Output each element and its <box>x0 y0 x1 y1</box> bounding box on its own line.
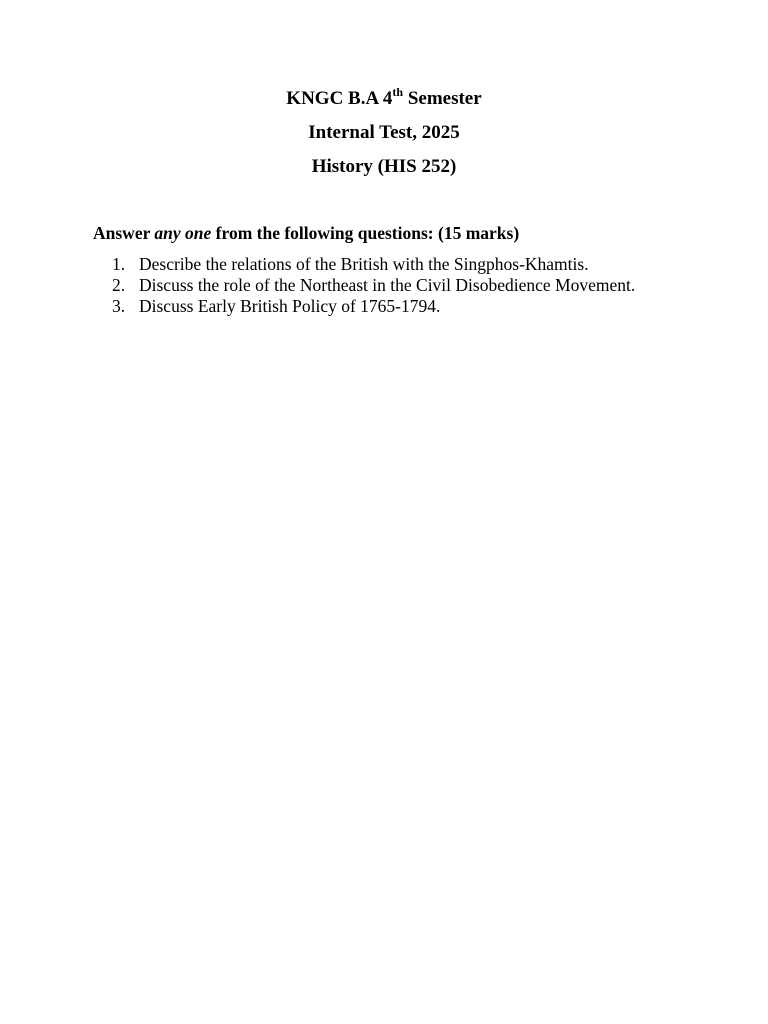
list-item <box>112 296 635 317</box>
question-text: Discuss the role of the Northeast in the Civil Disobedience Movement. <box>139 275 636 295</box>
course-heading <box>0 84 768 110</box>
question-text: Discuss Early British Policy of 1765-1794. <box>139 296 441 316</box>
test-heading: Internal Test, 2025 <box>308 122 460 143</box>
instruction-line <box>93 223 519 244</box>
course-heading-superscript: th <box>392 84 404 99</box>
question-number: 2. <box>112 275 126 295</box>
course-heading-prefix: KNGC B.A 4 <box>286 88 393 109</box>
question-text: Describe the relations of the British with the Singphos-Khamtis. <box>139 254 589 274</box>
course-heading-suffix: Semester <box>407 88 482 109</box>
list-item <box>112 275 635 296</box>
instruction-after: from the following questions: (15 marks) <box>215 223 520 243</box>
question-number: 1. <box>112 254 126 274</box>
instruction-emphasis: any one <box>154 223 212 243</box>
subject-heading: History (HIS 252) <box>311 156 457 177</box>
instruction-before: Answer <box>93 223 151 243</box>
list-item <box>112 254 635 275</box>
question-number: 3. <box>112 296 126 316</box>
question-list <box>112 254 635 317</box>
